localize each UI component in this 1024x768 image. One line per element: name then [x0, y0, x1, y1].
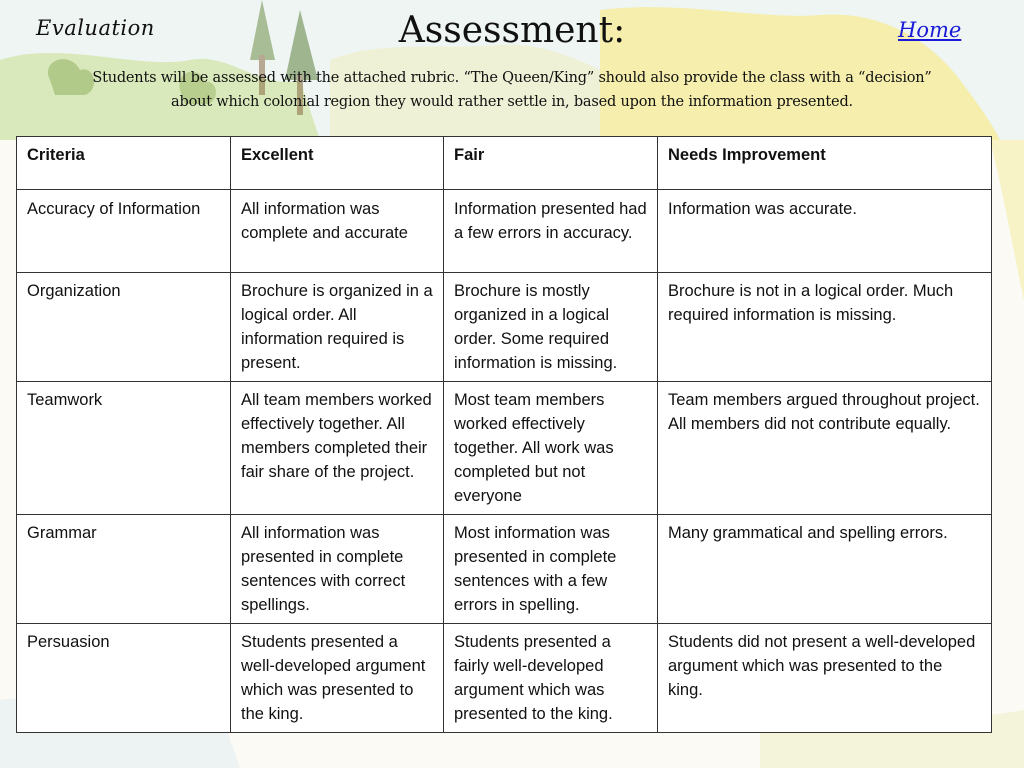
- criteria-cell: Organization: [17, 273, 231, 382]
- assessment-description: [60, 66, 964, 114]
- column-header-needs-improvement: Needs Improvement: [658, 137, 992, 190]
- criteria-cell: Persuasion: [17, 624, 231, 733]
- fair-cell: Information presented had a few errors in accuracy.: [444, 190, 658, 273]
- column-header-fair: Fair: [444, 137, 658, 190]
- description-line-2: about which colonial region they would rather settle in, based upon the information presented.: [171, 94, 853, 110]
- table-row: [17, 382, 992, 515]
- page-title: Assessment:: [398, 10, 626, 51]
- criteria-cell: Teamwork: [17, 382, 231, 515]
- needs-improvement-cell: Information was accurate.: [658, 190, 992, 273]
- fair-cell: Students presented a fairly well-developed argument which was presented to the king.: [444, 624, 658, 733]
- column-header-criteria: Criteria: [17, 137, 231, 190]
- fair-cell: Most information was presented in complete sentences with a few errors in spelling.: [444, 515, 658, 624]
- table-row: [17, 190, 992, 273]
- criteria-cell: Grammar: [17, 515, 231, 624]
- excellent-cell: All information was presented in complete sentences with correct spellings.: [231, 515, 444, 624]
- table-row: [17, 515, 992, 624]
- needs-improvement-cell: Many grammatical and spelling errors.: [658, 515, 992, 624]
- rubric-header-row: [17, 137, 992, 190]
- needs-improvement-cell: Team members argued throughout project. All members did not contribute equally.: [658, 382, 992, 515]
- criteria-cell: Accuracy of Information: [17, 190, 231, 273]
- home-link[interactable]: Home: [898, 18, 962, 42]
- section-label: Evaluation: [36, 16, 155, 40]
- fair-cell: Most team members worked effectively together. All work was completed but not everyone: [444, 382, 658, 515]
- column-header-excellent: Excellent: [231, 137, 444, 190]
- excellent-cell: Brochure is organized in a logical order. All information required is present.: [231, 273, 444, 382]
- excellent-cell: All information was complete and accurate: [231, 190, 444, 273]
- table-row: [17, 624, 992, 733]
- description-line-1: Students will be assessed with the attached rubric. “The Queen/King” should also provide the class with a “decision”: [92, 70, 932, 86]
- excellent-cell: Students presented a well-developed argument which was presented to the king.: [231, 624, 444, 733]
- needs-improvement-cell: Brochure is not in a logical order. Much required information is missing.: [658, 273, 992, 382]
- excellent-cell: All team members worked effectively together. All members completed their fair share of the project.: [231, 382, 444, 515]
- needs-improvement-cell: Students did not present a well-developed argument which was presented to the king.: [658, 624, 992, 733]
- rubric-table: [16, 136, 992, 733]
- table-row: [17, 273, 992, 382]
- fair-cell: Brochure is mostly organized in a logical order. Some required information is missing.: [444, 273, 658, 382]
